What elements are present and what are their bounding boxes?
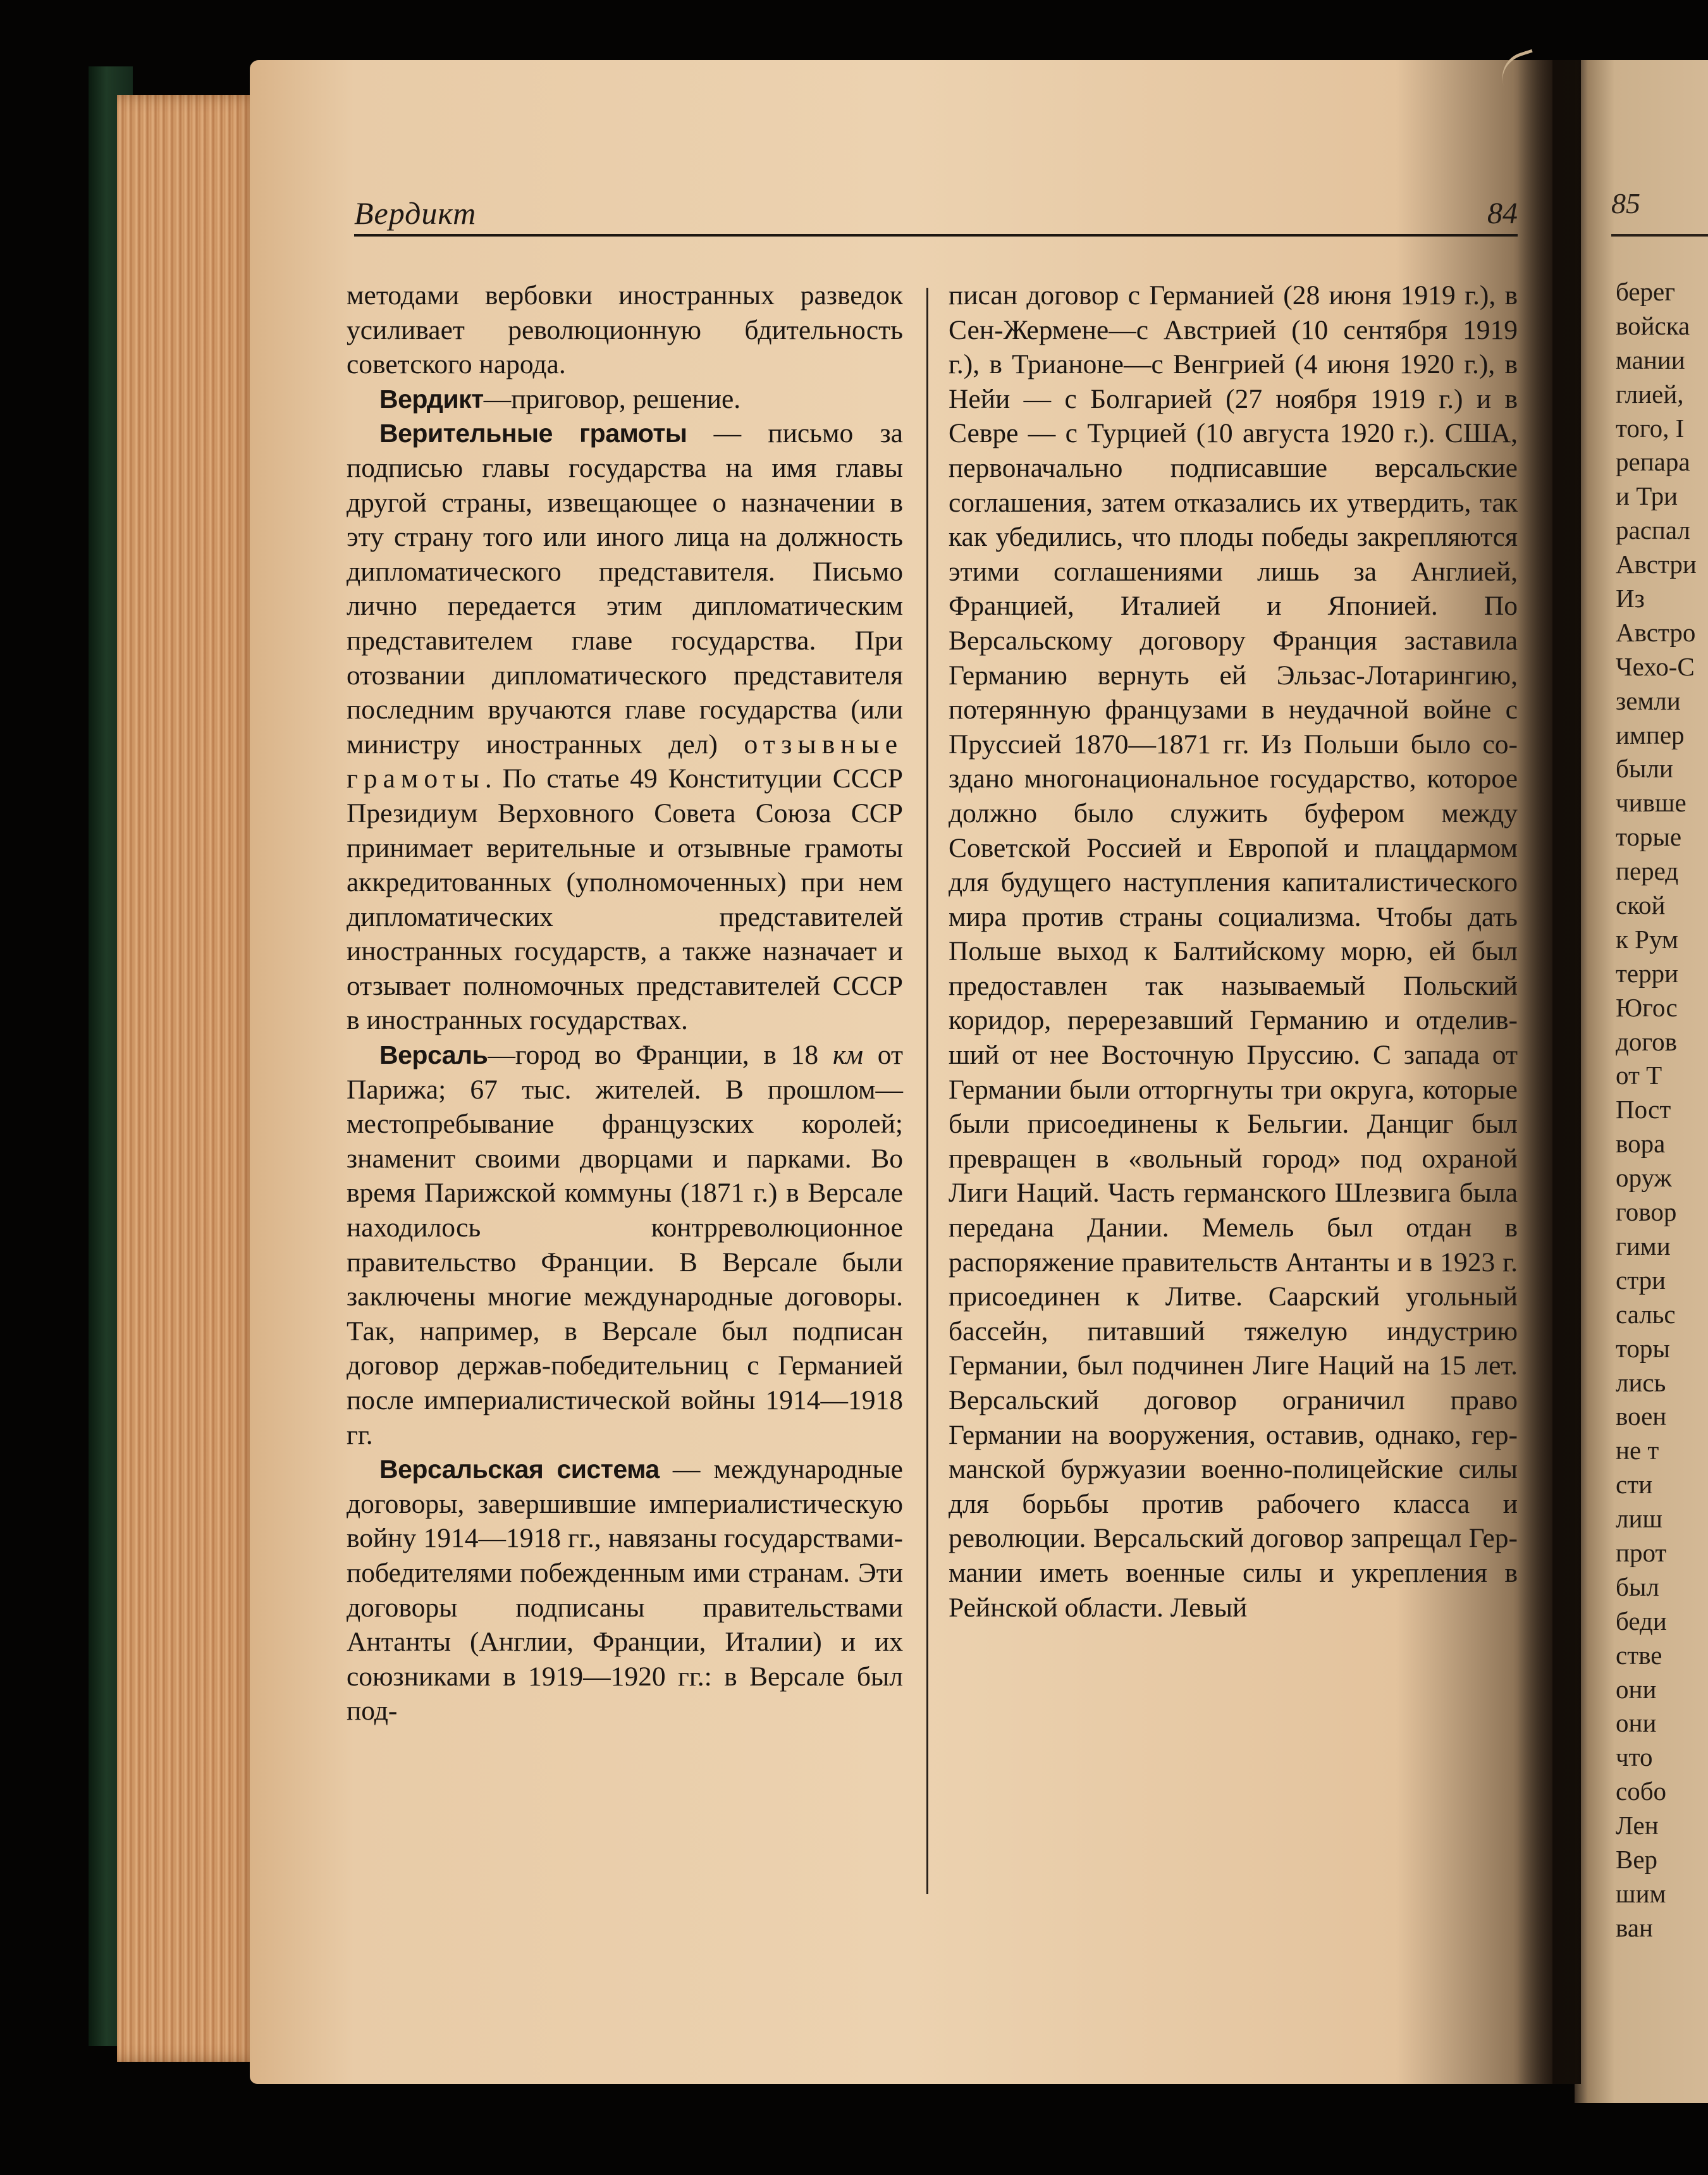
next-page-line: ван [1616, 1913, 1653, 1942]
next-page-line: от Т [1616, 1061, 1662, 1090]
next-page-line: мании [1616, 345, 1685, 374]
next-page-line: собо [1616, 1777, 1667, 1806]
entry-term: Версальская система [379, 1455, 660, 1484]
next-page-line: они [1616, 1708, 1657, 1738]
next-page-number: 85 [1611, 187, 1640, 219]
next-page-head-rule [1611, 234, 1708, 237]
next-page-line: того, I [1616, 413, 1685, 443]
next-page-line: Австри [1616, 550, 1697, 579]
next-page-line: вора [1616, 1129, 1666, 1159]
next-page-line: был [1616, 1572, 1659, 1601]
next-page-line: Вер [1616, 1844, 1658, 1874]
next-page-line: распал [1616, 515, 1690, 545]
entry-unit: км [832, 1040, 864, 1071]
entry-term: Вердикт [379, 384, 484, 414]
next-page-line: Австро [1616, 617, 1696, 647]
section-title: Вердикт [354, 195, 477, 231]
next-page-line: гими [1616, 1231, 1671, 1260]
next-page-line: были [1616, 754, 1673, 784]
next-page-line: не т [1616, 1436, 1659, 1465]
next-page-line: стри [1616, 1265, 1666, 1295]
entry-body-continued: от Парижа; 67 тыс. жителей. В прошлом—местопребывание французских королей; знаменит своими дворцами и парками. Во время Парижской коммуны (1871 г.) в Версале находилось контрреволюционное правительство Франции. В Версале были заключены многие международные договоры. Так, например, в Версале был подписан договор держав-победительниц с Германией после империалистической войны 1914—1918 гг. [347, 1040, 903, 1450]
column-divider [926, 288, 928, 1894]
next-page-line: войска [1616, 311, 1690, 340]
entry-spaced-term: отзывные грамоты [347, 729, 903, 794]
next-page-line: берег [1616, 277, 1676, 306]
entry-versailles-system [347, 1452, 903, 1728]
next-page-line: ской [1616, 890, 1666, 920]
next-page-line: импер [1616, 720, 1685, 749]
left-text-column [347, 278, 903, 1728]
next-page-line: Лен [1616, 1811, 1659, 1840]
entry-body: —приговор, решение. [483, 383, 741, 414]
next-page-line: перед [1616, 856, 1679, 886]
next-page-line: и Три [1616, 481, 1678, 511]
next-page-line: воен [1616, 1402, 1667, 1431]
entry-body: — международные договоры, завершившие империалистическую войну 1914—1918 гг., навязаны государствами-победителями побежденным ими странам. Эти договоры подписаны правительствами Антанты (Англии, Франции, Италии) и их союзниками в 1919—1920 гг.: в Версале был под- [347, 1454, 903, 1727]
next-page-line: торы [1616, 1333, 1670, 1363]
next-page-line: репара [1616, 447, 1690, 477]
next-page-line: сти [1616, 1470, 1653, 1500]
intro-fragment: методами вербовки иностранных разведок усиливает революционную бдительность советского народа. [347, 280, 903, 380]
next-page-line: терри [1616, 958, 1679, 988]
continued-text: писан договор с Германией (28 июня 1919 г.), в Сен-Жермене—с Австрией (10 сентября 1919 г.), в Трианоне—с Венгрией (4 июня 1920 г.), в Нейи — с Болгарией (27 ноября 1919 г.) и в Севре — с Турцией (10 августа 1920 г.). США, первоначально подписавшие версальские соглашения, затем отказались их утвердить, так как убедились, что плоды победы закрепляются этими соглашениями лишь за Англией, Францией, Италией и Японией. По Версальскому договору Франция заставила Германию вернуть ей Эльзас-Лотарингию, потерянную французами в неудачной войне с Пруссией 1870—1871 гг. Из Польши было создано многонациональное государство, которое должно было служить буфером между Советской Россией и Европой и плацдармом для будущего наступления капиталистического мира против страны социализма. Чтобы дать Польше выход к Балтийскому морю, ей был предоставлен так называемый Польский коридор, перерезавший Германию и отделивший от нее Восточную Пруссию. С запада от Германии были отторгнуты три округа, которые были присоединены к Бельгии. Данциг был превращен в «вольный город» под охраной Лиги Наций. Часть германского Шлезвига была передана Дании. Мемель был отдан в распоряжение правительств Антанты и в 1923 г. присоединен к Литве. Саарский угольный бассейн, питавший тяжелую индустрию Германии, был подчинен Лиге Наций на 15 лет. Версальский договор ограничил право Германии на вооружения, оставив, однако, германской буржуазии военно-полицейские силы для борьбы против рабочего класса и революции. Версальский договор запрещал Германии иметь военные силы и укрепления в Рейнской области. Левый [949, 280, 1518, 1623]
next-page-line: говор [1616, 1197, 1677, 1227]
next-page-line: глией, [1616, 379, 1684, 409]
next-page-line: Югос [1616, 992, 1678, 1022]
page-number: 84 [1487, 197, 1518, 230]
entry-versailles [347, 1038, 903, 1452]
next-page-line: торые [1616, 822, 1682, 852]
next-page-line: Пост [1616, 1095, 1671, 1124]
entry-verdict [347, 382, 903, 417]
next-page-line: лись [1616, 1367, 1666, 1397]
next-page-line: они [1616, 1674, 1657, 1704]
entry-term: Версаль [379, 1040, 488, 1070]
next-page-line: шим [1616, 1878, 1666, 1908]
next-page-line: прот [1616, 1537, 1667, 1567]
next-page-text-column [1616, 275, 1708, 1945]
next-page-line: догов [1616, 1026, 1678, 1056]
entry-credentials [347, 416, 903, 1038]
page-block-edge [117, 95, 262, 2062]
book-gutter [1518, 60, 1581, 2084]
next-page-line: к Рум [1616, 924, 1678, 954]
next-page-line: чивше [1616, 788, 1686, 818]
next-page-line: Из [1616, 584, 1645, 613]
next-page-line: Чехо-С [1616, 651, 1695, 681]
running-head [354, 190, 1518, 237]
next-page-line: сальс [1616, 1299, 1676, 1329]
entry-body: —город во Франции, в 18 [488, 1040, 833, 1071]
entry-body: — письмо за подписью главы государства на имя главы другой страны, извещающее о назначении в эту страну того или иного лица на должность дипломатического представителя. Письмо лично передается этим дипломатическим представителем главе государства. При отозвании дипломатического представителя последним вручаются главе государства (или министру иностранных дел) [347, 418, 903, 760]
next-page-line: лиш [1616, 1504, 1662, 1534]
next-page-line: беди [1616, 1606, 1667, 1636]
right-text-column [949, 278, 1518, 1625]
entry-body-continued: . По статье 49 Конституции СССР Президиум Верховного Совета Союза ССР принимает верительные и отзывные грамоты аккредитованных (уполномоченных) при нем дипломатических представителей иностранных государств, а также назначает и отзывает полномочных представителей СССР в иностранных государствах. [347, 763, 903, 1036]
entry-term: Верительные грамоты [379, 419, 687, 448]
next-page-line: оруж [1616, 1163, 1672, 1193]
next-page-line: что [1616, 1742, 1653, 1772]
next-page-line: земли [1616, 686, 1681, 715]
next-page-line: стве [1616, 1640, 1662, 1670]
